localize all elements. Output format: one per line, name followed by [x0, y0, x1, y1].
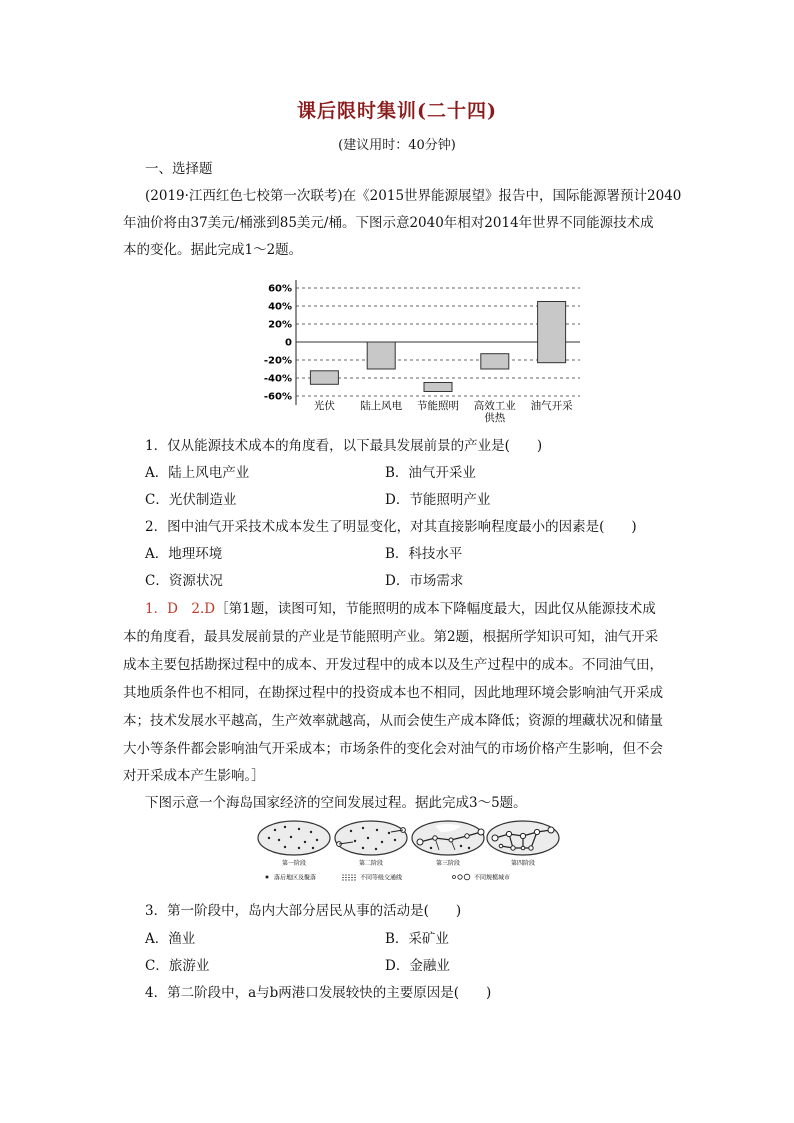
q1-option-c: C．光伏制造业	[145, 492, 237, 508]
bar-4	[481, 354, 509, 369]
legend-cities: 不同规模城市	[474, 874, 511, 882]
q1-option-b: B．油气开采业	[385, 465, 476, 481]
stage-3-map	[412, 821, 484, 855]
q2-option-c: C．资源状况	[145, 573, 223, 589]
y-tick-label: -40%	[263, 373, 292, 385]
island-figure-legend	[262, 871, 562, 883]
energy-cost-chart	[250, 270, 600, 430]
city-circles-icon	[453, 874, 470, 880]
y-tick-label: 60%	[268, 283, 292, 295]
q3-option-a: A．渔业	[145, 931, 196, 947]
island-development-figure	[255, 818, 567, 868]
bar-2	[367, 342, 395, 369]
intro-line-1: (2019·江西红色七校第一次联考)在《2015世界能源展望》报告中，国际能源署预计2040	[145, 188, 682, 204]
stage-2-map	[335, 821, 407, 855]
q3-option-c: C．旅游业	[145, 958, 210, 974]
x-category-label: 陆上风电	[360, 400, 403, 412]
q2-option-a: A．地理环境	[145, 546, 223, 562]
y-tick-label: -20%	[263, 355, 292, 367]
answer-line-3: 成本主要包括勘探过程中的成本、开发过程中的成本以及生产过程中的成本。不同油气田，	[123, 657, 663, 673]
q3-option-b: B．采矿业	[385, 931, 449, 947]
stage-4-map	[487, 821, 559, 855]
answer-line-6: 大小等条件都会影响油气开采成本；市场条件的变化会对油气的市场价格产生影响，但不会	[123, 741, 663, 757]
legend-settlements: 落后地区及聚落	[274, 874, 317, 882]
stage-1-map	[258, 821, 330, 855]
q2-option-b: B．科技水平	[385, 546, 463, 562]
x-category-label: 节能照明	[417, 400, 459, 412]
q2-option-d: D．市场需求	[385, 573, 464, 589]
intro-line-2: 年油价将由37美元/桶涨到85美元/桶。下图示意2040年相对2014年世界不同能源技术成	[123, 215, 654, 231]
bar-1	[310, 371, 338, 385]
page-subtitle: (建议用时：40分钟)	[338, 138, 456, 153]
y-tick-label: 40%	[268, 301, 292, 313]
intro-line-3: 本的变化。据此完成1～2题。	[123, 242, 303, 258]
page-title: 课后限时集训(二十四)	[297, 100, 497, 122]
stage-label-1: 第一阶段	[281, 860, 307, 867]
x-category-label: 高效工业	[473, 400, 516, 412]
q4-stem: 4．第二阶段中，a与b两港口发展较快的主要原因是( )	[145, 985, 492, 1001]
bar-3	[424, 383, 452, 392]
q1-option-a: A．陆上风电产业	[145, 465, 250, 481]
answer-line-7: 对开采成本产生影响。］	[123, 768, 265, 784]
answer-key: 1．D 2.D	[145, 601, 216, 617]
stage-label-4: 第四阶段	[510, 860, 536, 867]
transport-line-icon	[342, 875, 356, 880]
q3-stem: 3．第一阶段中，岛内大部分居民从事的活动是( )	[145, 903, 462, 919]
stage-label-3: 第三阶段	[435, 860, 461, 867]
y-tick-label: 20%	[268, 319, 292, 331]
x-category-label: 油气开采	[530, 400, 573, 412]
bar-5	[538, 302, 566, 363]
y-tick-label: 0	[285, 337, 292, 349]
settlement-dot-icon	[266, 876, 269, 879]
answer-text-1: ［第1题，读图可知，节能照明的成本下降幅度最大，因此仅从能源技术成	[215, 601, 656, 617]
q3-option-d: D．金融业	[385, 958, 450, 974]
answer-line-5: 本；技术发展水平越高，生产效率就越高，从而会使生产成本降低；资源的埋藏状况和储量	[123, 713, 663, 729]
intro2-line: 下图示意一个海岛国家经济的空间发展过程。据此完成3～5题。	[145, 795, 527, 811]
q1-stem: 1．仅从能源技术成本的角度看，以下最具发展前景的产业是( )	[145, 438, 543, 454]
x-category-label: 光伏	[313, 400, 335, 412]
answer-line-2: 本的角度看，最具发展前景的产业是节能照明产业。第2题，根据所学知识可知，油气开采	[123, 629, 659, 645]
q2-stem: 2．图中油气开采技术成本发生了明显变化，对其直接影响程度最小的因素是( )	[145, 519, 637, 535]
answer-line-1	[145, 600, 656, 618]
section-heading: 一、选择题	[145, 161, 213, 177]
answer-line-4: 其地质条件也不相同，在勘探过程中的投资成本也不相同，因此地理环境会影响油气开采成	[123, 685, 663, 701]
q1-option-d: D．节能照明产业	[385, 492, 491, 508]
y-tick-label: -60%	[263, 391, 292, 403]
x-category-label: 供热	[484, 412, 506, 424]
legend-transport: 不同等级交通线	[360, 874, 403, 882]
stage-label-2: 第二阶段	[358, 860, 384, 867]
